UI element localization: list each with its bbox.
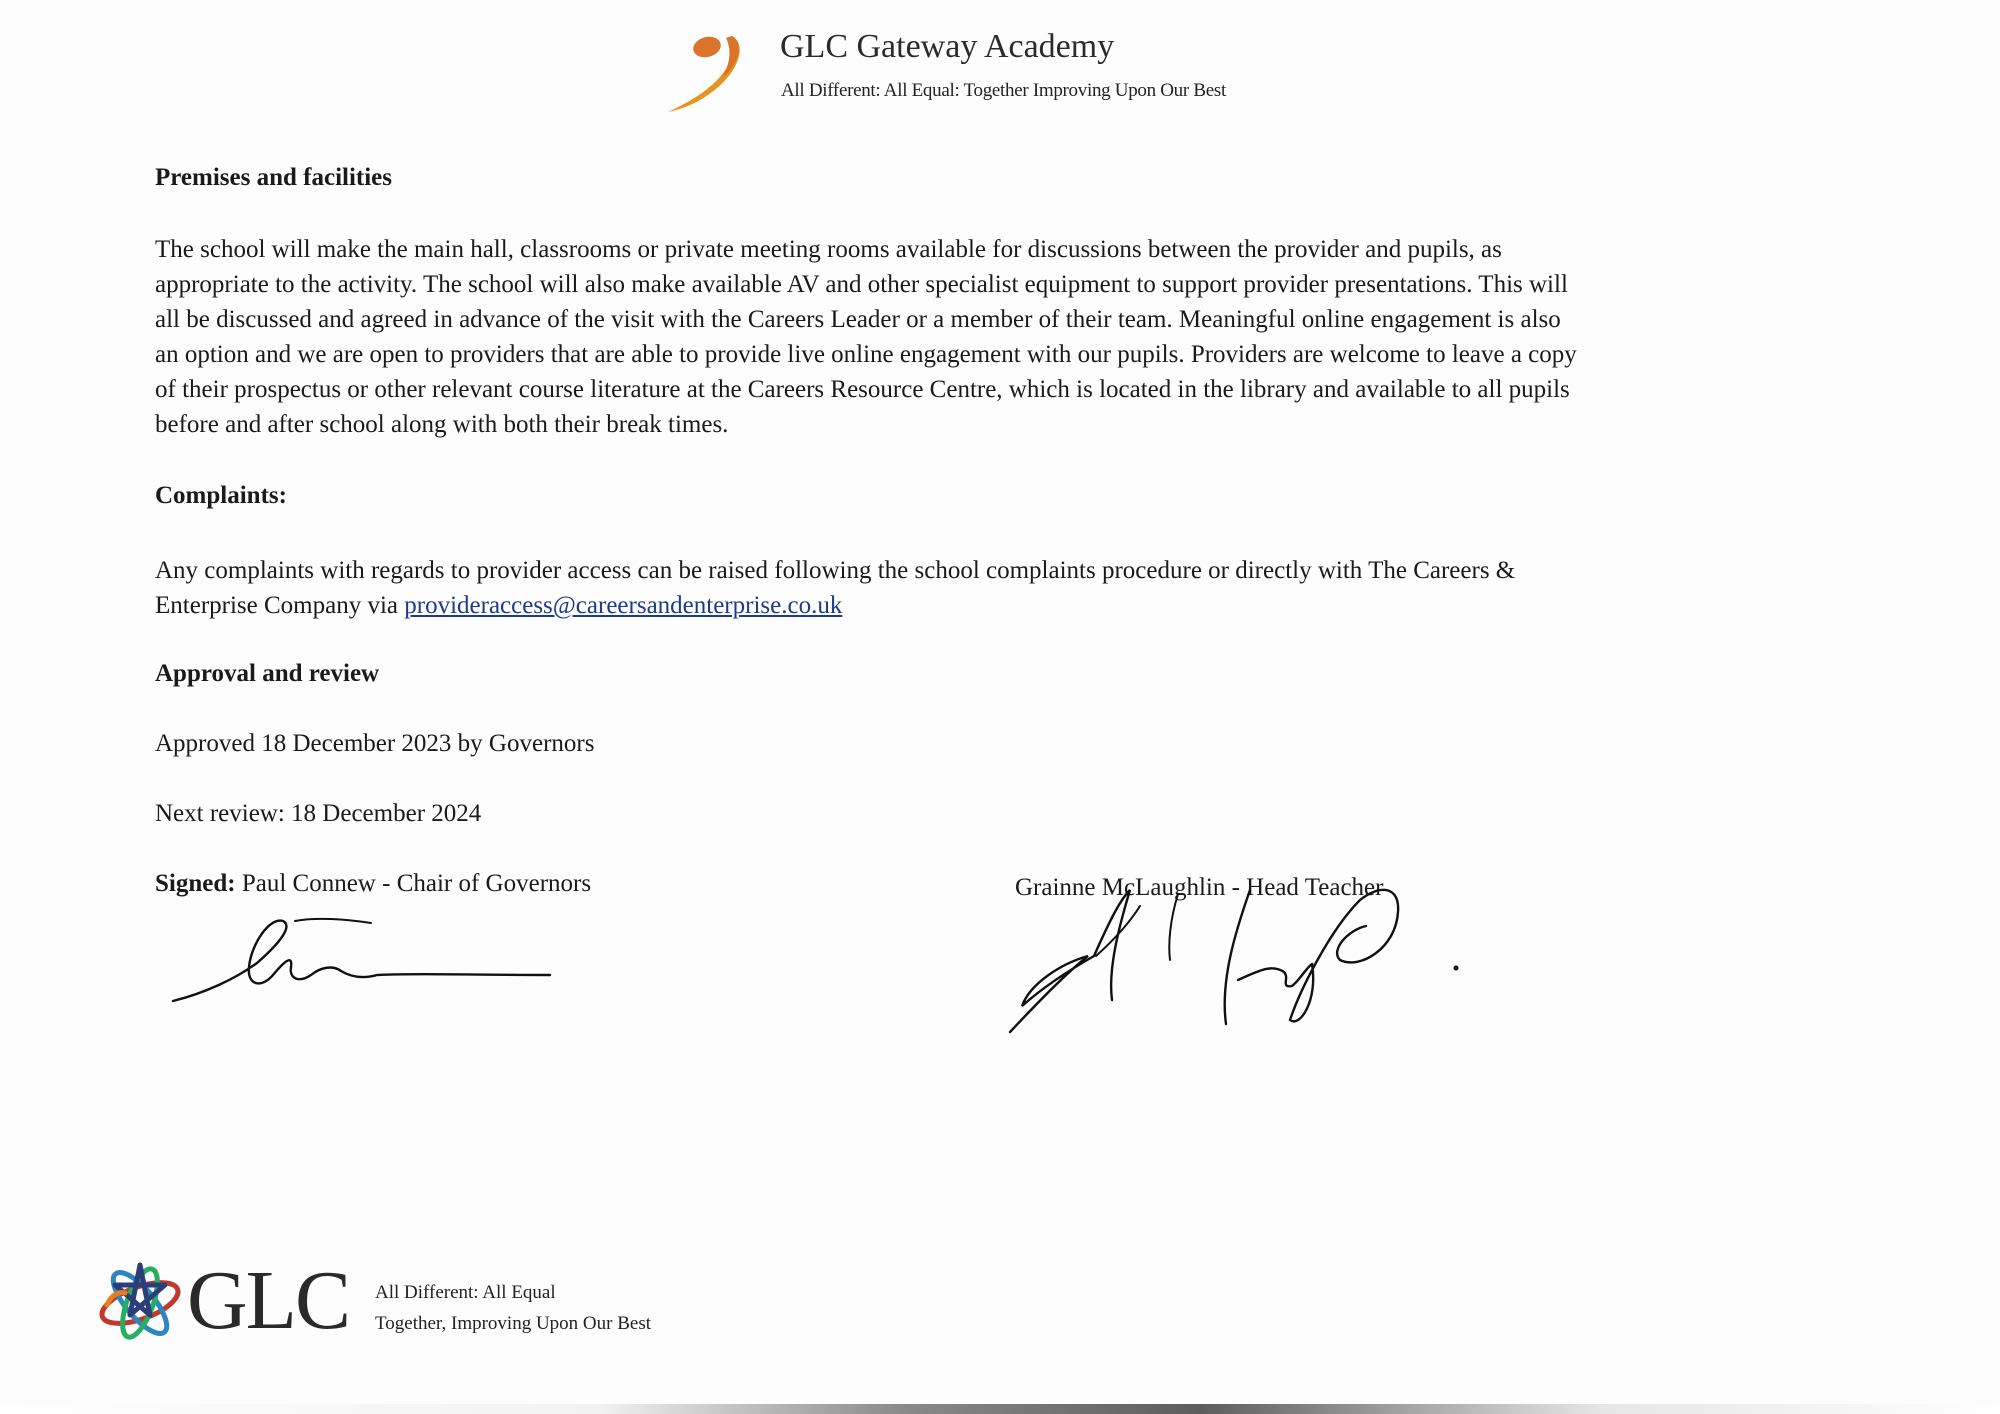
premises-line: The school will make the main hall, classrooms or private meeting rooms available for discussions between the provider and pupils, as [155, 236, 1502, 263]
footer-motto [375, 1277, 651, 1339]
complaints-heading: Complaints: [155, 482, 287, 509]
chair-signed-line [155, 866, 591, 901]
footer-motto-line-1: All Different: All Equal [375, 1282, 556, 1303]
premises-paragraph [155, 232, 1577, 442]
footer-logo-text: GLC [187, 1254, 349, 1347]
approval-heading: Approval and review [155, 660, 380, 687]
letterhead [660, 22, 1320, 122]
academy-swoosh-logo-icon [660, 22, 770, 117]
chair-signature-icon [165, 905, 565, 1015]
head-teacher-signature-icon [1000, 860, 1480, 1040]
premises-line: before and after school along with both their break times. [155, 411, 729, 438]
premises-line: appropriate to the activity. The school will also make available AV and other specialist equipment to support provider presentations. This will [155, 271, 1568, 298]
glc-star-logo-icon [95, 1255, 185, 1351]
signed-label: Signed: [155, 870, 236, 897]
provider-access-email-link[interactable]: provideraccess@careersandenterprise.co.uk [404, 592, 843, 619]
chair-name: Paul Connew - Chair of Governors [241, 870, 592, 897]
next-review-text: Next review: 18 December 2024 [155, 800, 482, 827]
footer-motto-line-2: Together, Improving Upon Our Best [375, 1313, 652, 1334]
complaints-line-2 [155, 588, 1515, 623]
footer-branding [95, 1255, 715, 1355]
complaints-paragraph [155, 553, 1515, 623]
approved-text: Approved 18 December 2023 by Governors [155, 730, 595, 757]
head-teacher-name: Grainne McLaughlin - Head Teacher [1015, 874, 1384, 901]
premises-line: of their prospectus or other relevant course literature at the Careers Resource Centre, which is located in the library and available to all pupils [155, 376, 1570, 403]
premises-line: an option and we are open to providers that are able to provide live online engagement with our pupils. Providers are welcome to leave a copy [155, 341, 1577, 368]
complaints-line: Any complaints with regards to provider access can be raised following the school complaints procedure or directly with The Careers & [155, 557, 1516, 584]
premises-heading: Premises and facilities [155, 164, 392, 191]
academy-title: GLC Gateway Academy [780, 28, 1115, 65]
complaints-line-prefix: Enterprise Company via [155, 592, 405, 619]
premises-line: all be discussed and agreed in advance of the visit with the Careers Leader or a member of their team. Meaningful online engagement is also [155, 306, 1561, 333]
academy-tagline: All Different: All Equal: Together Improving Upon Our Best [781, 80, 1226, 101]
scan-edge-divider [0, 1404, 2000, 1414]
